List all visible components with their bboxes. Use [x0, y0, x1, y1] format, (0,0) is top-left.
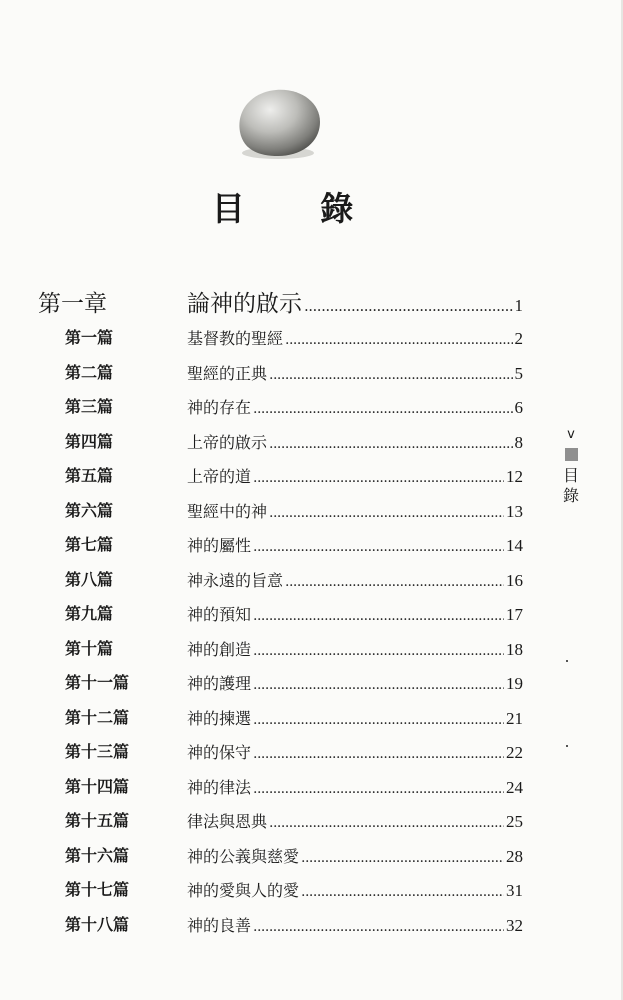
dot-leader	[269, 436, 512, 452]
section-page-number: 24	[506, 777, 523, 797]
section-label: 第十八篇	[65, 914, 130, 934]
toc-section-row[interactable]	[0, 561, 545, 591]
running-title-char-1: 目	[563, 466, 580, 485]
section-label: 第四篇	[65, 431, 114, 451]
section-label: 第一篇	[65, 328, 114, 347]
section-title: 神的護理	[187, 674, 252, 693]
page-number: v	[567, 427, 575, 442]
section-title: 律法與恩典	[187, 812, 268, 831]
dot-leader	[253, 677, 504, 693]
toc-section-row[interactable]	[0, 768, 545, 798]
dot-leader	[304, 297, 513, 315]
section-page-number: 25	[506, 812, 523, 831]
dot-leader	[285, 332, 512, 348]
toc-section-row[interactable]	[0, 871, 545, 901]
toc-section-row[interactable]	[0, 595, 545, 625]
section-label: 第十四篇	[65, 776, 130, 796]
margin-dot	[566, 660, 568, 662]
section-title: 神的律法	[187, 777, 252, 797]
toc-section-row[interactable]	[0, 388, 545, 418]
section-page-number: 12	[506, 467, 523, 486]
toc-section-row[interactable]	[0, 802, 545, 832]
section-page-number: 2	[514, 329, 523, 348]
section-page-number: 17	[506, 605, 523, 624]
section-page-number: 6	[514, 398, 523, 417]
dot-leader	[253, 746, 504, 762]
section-label: 第十五篇	[65, 811, 130, 830]
section-label: 第十篇	[65, 638, 114, 658]
dot-leader	[253, 401, 512, 417]
section-label: 第十六篇	[65, 845, 130, 865]
section-label: 第二篇	[65, 362, 114, 382]
section-title: 神的預知	[187, 605, 252, 624]
dot-leader	[253, 643, 504, 659]
section-label: 第七篇	[65, 535, 114, 554]
margin-dot	[566, 745, 568, 747]
section-page-number: 14	[506, 536, 523, 555]
section-page-number: 16	[506, 570, 523, 590]
section-title: 神的愛與人的愛	[187, 881, 300, 900]
section-title: 基督教的聖經	[187, 329, 284, 348]
toc-section-row[interactable]	[0, 733, 545, 763]
dot-leader	[253, 539, 504, 555]
page-title: 目 錄	[211, 189, 386, 228]
chapter-page-number: 1	[514, 296, 523, 315]
section-title: 神的創造	[187, 639, 252, 659]
section-marker	[565, 448, 578, 461]
section-label: 第十一篇	[65, 673, 130, 692]
section-page-number: 32	[506, 915, 523, 935]
section-title: 神的揀選	[187, 708, 252, 728]
dot-leader	[269, 815, 504, 831]
toc-section-row[interactable]	[0, 492, 545, 522]
toc-section-row[interactable]	[0, 837, 545, 867]
section-label: 第五篇	[65, 466, 114, 485]
toc-section-row[interactable]	[0, 906, 545, 936]
dot-leader	[253, 470, 504, 486]
side-margin	[563, 427, 579, 506]
section-title: 神的公義與慈愛	[187, 846, 300, 866]
section-title: 神的屬性	[187, 536, 252, 555]
chapter-label: 第一章	[38, 291, 107, 317]
section-label: 第九篇	[65, 604, 114, 623]
dot-leader	[269, 505, 504, 521]
dot-leader	[253, 712, 504, 728]
toc-section-row[interactable]	[0, 630, 545, 660]
toc-section-row[interactable]	[0, 699, 545, 729]
section-label: 第六篇	[65, 500, 114, 520]
toc-section-row[interactable]	[0, 354, 545, 384]
chapter-title: 論神的啟示	[187, 291, 302, 317]
dot-leader	[301, 884, 504, 900]
section-label: 第三篇	[65, 397, 114, 416]
section-title: 神永遠的旨意	[187, 570, 284, 590]
section-page-number: 8	[514, 432, 523, 452]
section-page-number: 22	[506, 743, 523, 762]
section-page-number: 28	[506, 846, 523, 866]
section-page-number: 31	[506, 881, 523, 900]
section-label: 第八篇	[65, 569, 114, 589]
section-page-number: 18	[506, 639, 523, 659]
section-title: 上帝的啟示	[187, 432, 268, 452]
section-label: 第十三篇	[65, 742, 130, 761]
section-label: 第十七篇	[65, 880, 130, 899]
dot-leader	[253, 919, 504, 935]
toc-section-row[interactable]	[0, 423, 545, 453]
dot-leader	[301, 850, 504, 866]
toc-section-row[interactable]	[0, 664, 545, 694]
dot-leader	[285, 574, 504, 590]
toc-section-row[interactable]	[0, 526, 545, 556]
section-title: 神的良善	[187, 915, 252, 935]
toc-section-row[interactable]	[0, 319, 545, 349]
stone-illustration	[232, 86, 324, 162]
toc-section-row[interactable]	[0, 457, 545, 487]
section-title: 聖經的正典	[187, 363, 268, 383]
dot-leader	[253, 608, 504, 624]
dot-leader	[269, 367, 512, 383]
section-title: 聖經中的神	[187, 501, 268, 521]
section-title: 神的存在	[187, 398, 252, 417]
section-label: 第十二篇	[65, 707, 130, 727]
running-title-char-2: 錄	[563, 486, 580, 505]
section-page-number: 19	[506, 674, 523, 693]
dot-leader	[253, 781, 504, 797]
section-page-number: 5	[514, 363, 523, 383]
section-page-number: 13	[506, 501, 523, 521]
section-title: 神的保守	[187, 743, 252, 762]
section-page-number: 21	[506, 708, 523, 728]
section-title: 上帝的道	[187, 467, 252, 486]
toc-chapter-row[interactable]	[0, 288, 545, 318]
